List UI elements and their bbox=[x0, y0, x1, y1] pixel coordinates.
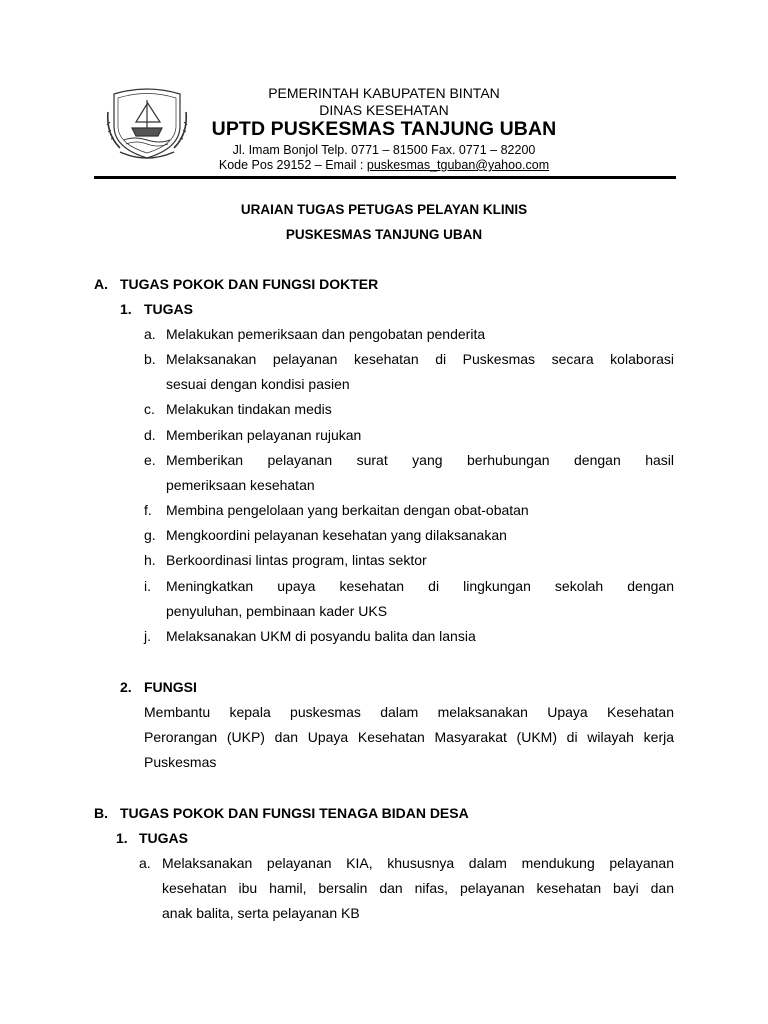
address-line: Jl. Imam Bonjol Telp. 0771 – 81500 Fax. 0771 – 82200 bbox=[232, 143, 536, 157]
list-item-text: Melaksanakan UKM di posyandu balita dan lansia bbox=[166, 628, 476, 644]
list-item-continuation: anak balita, serta pelayanan KB bbox=[162, 905, 360, 921]
list-item-letter: j. bbox=[144, 628, 151, 644]
list-item-text: Mengkoordini pelayanan kesehatan yang dilaksanakan bbox=[166, 527, 507, 543]
list-item-continuation: penyuluhan, pembinaan kader UKS bbox=[166, 603, 388, 619]
list-item-text: Berkoordinasi lintas program, lintas sektor bbox=[166, 552, 427, 568]
list-item-letter: i. bbox=[144, 578, 151, 594]
list-item-letter: a. bbox=[139, 855, 151, 871]
letterhead bbox=[190, 86, 578, 174]
postal-email-line bbox=[190, 159, 578, 174]
section-a-fungsi-heading: FUNGSI bbox=[144, 679, 197, 695]
list-item-letter: f. bbox=[144, 502, 152, 518]
list-item-letter: g. bbox=[144, 527, 156, 543]
section-a-marker: A. bbox=[94, 276, 108, 292]
section-b-marker: B. bbox=[94, 805, 108, 821]
list-item-letter: b. bbox=[144, 351, 156, 367]
list-item-continuation: sesuai dengan kondisi pasien bbox=[166, 376, 350, 392]
list-item-letter: d. bbox=[144, 427, 156, 443]
list-item-letter: e. bbox=[144, 452, 156, 468]
fungsi-paragraph-line: Puskesmas bbox=[144, 754, 217, 770]
list-item-text: Melaksanakan pelayanan KIA, khususnya dalam mendukung pelayanan bbox=[162, 855, 674, 871]
list-item-continuation: kesehatan ibu hamil, bersalin dan nifas, pelayanan kesehatan bayi dan bbox=[162, 880, 674, 896]
department-name: DINAS KESEHATAN bbox=[319, 102, 449, 118]
email-link[interactable]: puskesmas_tguban@yahoo.com bbox=[366, 158, 550, 172]
document-subtitle: PUSKESMAS TANJUNG UBAN bbox=[285, 227, 483, 242]
list-item-text: Meningkatkan upaya kesehatan di lingkungan sekolah dengan bbox=[166, 578, 674, 594]
list-item-text: Memberikan pelayanan surat yang berhubungan dengan hasil bbox=[166, 452, 674, 468]
section-b-heading: TUGAS POKOK DAN FUNGSI TENAGA BIDAN DESA bbox=[120, 805, 469, 821]
document-title: URAIAN TUGAS PETUGAS PELAYAN KLINIS bbox=[240, 202, 528, 217]
institution-name: UPTD PUSKESMAS TANJUNG UBAN bbox=[211, 118, 557, 140]
list-item-continuation: pemeriksaan kesehatan bbox=[166, 477, 315, 493]
list-item-text: Melaksanakan pelayanan kesehatan di Puskesmas secara kolaborasi bbox=[166, 351, 674, 367]
list-item-letter: h. bbox=[144, 552, 156, 568]
section-a-tugas-heading: TUGAS bbox=[144, 301, 193, 317]
section-a-tugas-number: 1. bbox=[120, 301, 132, 317]
list-item-text: Memberikan pelayanan rujukan bbox=[166, 427, 362, 443]
list-item-text: Membina pengelolaan yang berkaitan dengan obat-obatan bbox=[166, 502, 529, 518]
section-b-tugas-number: 1. bbox=[116, 830, 128, 846]
section-a-fungsi-number: 2. bbox=[120, 679, 132, 695]
list-item-text: Melakukan tindakan medis bbox=[166, 401, 332, 417]
section-a-heading: TUGAS POKOK DAN FUNGSI DOKTER bbox=[120, 276, 379, 292]
fungsi-paragraph-line: Perorangan (UKP) dan Upaya Kesehatan Masyarakat (UKM) di wilayah kerja bbox=[144, 729, 674, 745]
list-item-letter: a. bbox=[144, 326, 156, 342]
list-item-letter: c. bbox=[144, 401, 155, 417]
fungsi-paragraph-line: Membantu kepala puskesmas dalam melaksanakan Upaya Kesehatan bbox=[144, 704, 674, 720]
government-name: PEMERINTAH KABUPATEN BINTAN bbox=[268, 85, 500, 101]
letterhead-divider bbox=[94, 176, 676, 179]
bintan-regency-emblem-logo bbox=[104, 82, 190, 162]
section-b-tugas-heading: TUGAS bbox=[139, 830, 188, 846]
postal-code-text: Kode Pos 29152 – Email : bbox=[218, 158, 367, 172]
list-item-text: Melakukan pemeriksaan dan pengobatan penderita bbox=[166, 326, 486, 342]
